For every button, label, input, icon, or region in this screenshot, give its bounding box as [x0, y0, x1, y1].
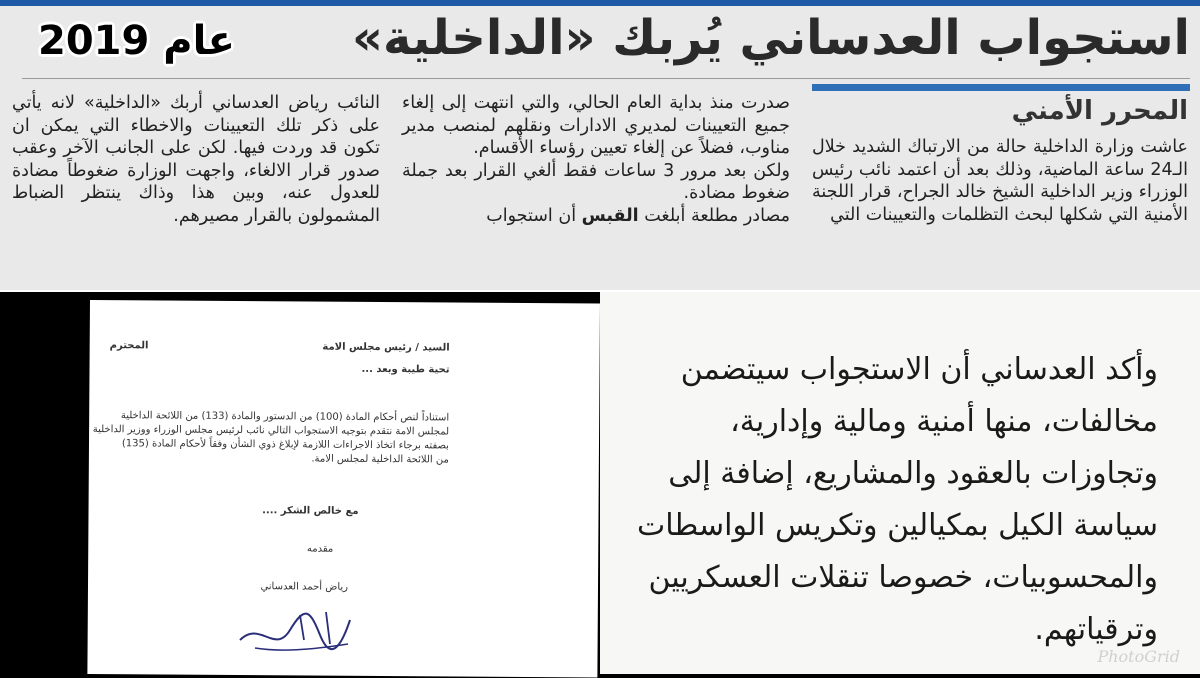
quote-line-3: وتجاوزات بالعقود والمشاريع، إضافة إلى — [668, 456, 1158, 491]
article-headline: استجواب العدساني يُربك «الداخلية» — [351, 10, 1190, 66]
letter-salutation: السيد / رئيس مجلس الامة — [322, 341, 450, 354]
newspaper-clipping — [0, 0, 1200, 292]
quote-line-1: وأكد العدساني أن الاستجواب سيتضمن — [680, 352, 1158, 387]
handwritten-signature — [230, 600, 360, 660]
column-middle-para-2: ولكن بعد مرور 3 ساعات فقط ألغي القرار بعد جملة ضغوط مضادة. — [402, 160, 790, 203]
article-author: المحرر الأمني — [1011, 96, 1188, 126]
quote-line-2: مخالفات، منها أمنية ومالية وإدارية، — [730, 404, 1158, 439]
letter-body-line-4: من اللائحة الداخلية لمجلس الامة. — [311, 453, 449, 466]
quote-line-4: سياسة الكيل بمكيالين وتكريس الواسطات — [637, 508, 1158, 543]
para-3-suffix: أن استجواب — [486, 205, 582, 226]
article-column-left — [12, 92, 380, 227]
column-right-text: عاشت وزارة الداخلية حالة من الارتباك الشديد خلال الـ24 ساعة الماضية، وذلك بعد أن اعتمد نائب رئيس الوزراء وزير الداخلية الشيخ خالد الجراح، قرار اللجنة الأمنية التي شكلها لبحث التظلمات والتعيينات التي — [812, 137, 1188, 225]
letter-body-line-1: استناداً لنص أحكام المادة (100) من الدستور والمادة (133) من اللائحة الداخلية — [120, 410, 450, 424]
letter-honorific: المحترم — [109, 340, 149, 352]
article-column-right — [812, 136, 1188, 226]
quote-text — [628, 344, 1158, 656]
quote-panel — [600, 292, 1200, 674]
letter-submitter-label: مقدمه — [306, 543, 334, 555]
letter-thanks: مع خالص الشكر .... — [262, 505, 359, 517]
top-accent-bar — [0, 0, 1200, 6]
header-divider — [22, 78, 1190, 79]
letter-greeting: تحية طيبة وبعد ... — [361, 363, 450, 376]
letter-body-line-2: لمجلس الامة نتقدم بتوجيه الاستجواب التالي نائب لرئيس مجلس الوزراء ووزير الداخلية — [92, 424, 450, 438]
column-left-text: النائب رياض العدساني أربك «الداخلية» لانه يأتي على ذكر تلك التعيينات والاخطاء التي يمكن ان تكون قد وردت فيها. لكن على الجانب الآخر وعقب صدور قرار الالغاء، واجهت الوزارة ضغوطاً مضادة للعدول عنه، وبين هذا وذاك ينتظر الضباط المشمولون بالقرار مصيرهم. — [12, 93, 380, 226]
quote-line-6: وترقياتهم. — [1034, 612, 1158, 647]
app-watermark: PhotoGrid — [1097, 647, 1180, 666]
newspaper-name: القبس — [581, 205, 639, 226]
author-accent-bar — [812, 84, 1190, 91]
letter-signatory: رياض أحمد العدساني — [260, 581, 349, 593]
quote-line-5: والمحسوبيات، خصوصا تنقلات العسكريين — [648, 560, 1158, 595]
column-middle-para-3 — [402, 205, 790, 228]
year-badge: عام 2019 — [38, 18, 235, 64]
column-middle-para-1: صدرت منذ بداية العام الحالي، والتي انتهت إلى إلغاء جميع التعيينات لمديري الادارات ونقلهم لمنصب مدير مناوب، فضلاً عن إلغاء تعيين رؤساء الأقسام. — [402, 93, 790, 158]
article-column-middle — [402, 92, 790, 227]
letter-body-line-3: بصفته برجاء اتخاذ الاجراءات اللازمة لإبلاغ ذوي الشأن وفقاً لأحكام المادة (135) — [121, 438, 450, 452]
para-3-prefix: مصادر مطلعة أبلغت — [638, 205, 790, 226]
